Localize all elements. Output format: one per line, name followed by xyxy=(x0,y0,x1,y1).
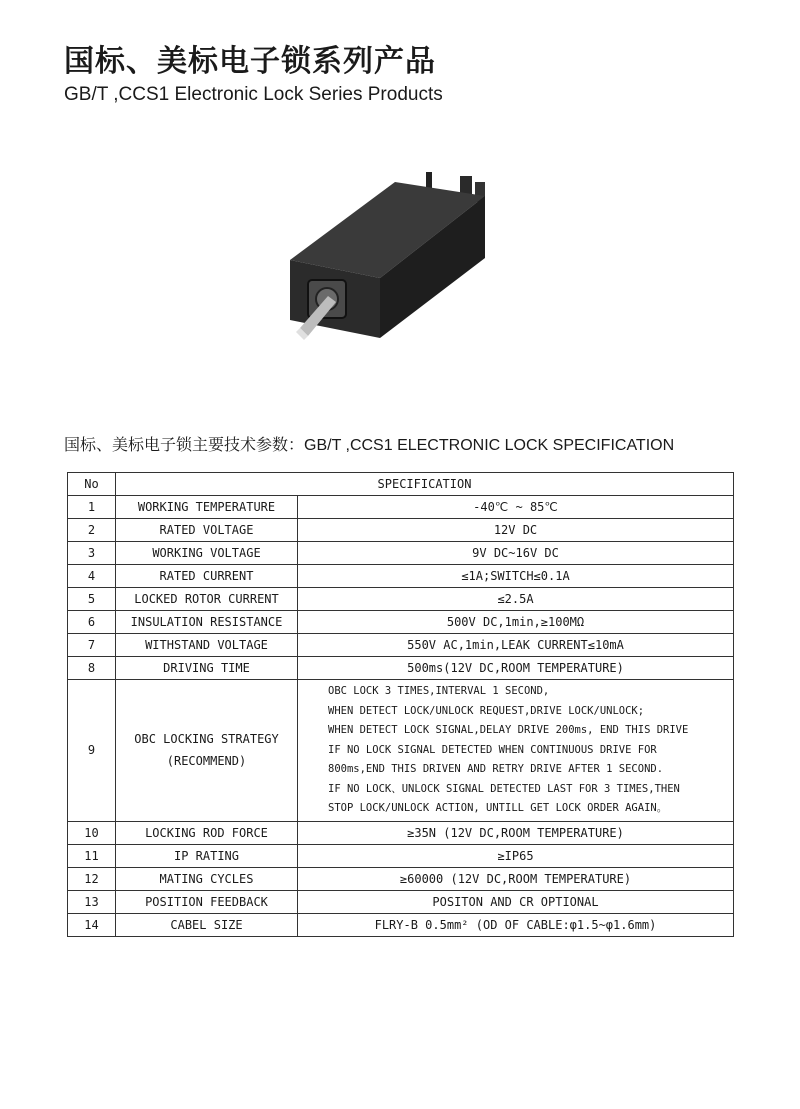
row-name-sub: (RECOMMEND) xyxy=(166,754,247,769)
row-name: WORKING VOLTAGE xyxy=(116,542,298,565)
row-no: 12 xyxy=(68,867,116,890)
row-value-cell xyxy=(298,680,734,822)
row-value: FLRY-B 0.5mm² (OD OF CABLE:φ1.5~φ1.6mm) xyxy=(298,913,734,936)
strategy-line: IF NO LOCK SIGNAL DETECTED WHEN CONTINUOUS DRIVE FOR xyxy=(328,743,657,756)
row-value: ≥35N (12V DC,ROOM TEMPERATURE) xyxy=(298,821,734,844)
row-no: 11 xyxy=(68,844,116,867)
row-value: 9V DC~16V DC xyxy=(298,542,734,565)
table-row xyxy=(68,890,734,913)
row-name: RATED CURRENT xyxy=(116,565,298,588)
row-no: 7 xyxy=(68,634,116,657)
table-row xyxy=(68,496,734,519)
table-row xyxy=(68,611,734,634)
spec-heading: 国标、美标电子锁主要技术参数：GB/T ,CCS1 ELECTRONIC LOCK SPECIFICATION xyxy=(64,437,675,454)
table-row xyxy=(68,844,734,867)
row-no: 6 xyxy=(68,611,116,634)
table-row xyxy=(68,519,734,542)
row-value: ≤2.5A xyxy=(298,588,734,611)
table-row xyxy=(68,542,734,565)
strategy-line: WHEN DETECT LOCK SIGNAL,DELAY DRIVE 200ms, END THIS DRIVE xyxy=(328,724,689,736)
table-row xyxy=(68,867,734,890)
row-no: 2 xyxy=(68,519,116,542)
row-name: POSITION FEEDBACK xyxy=(116,890,298,913)
table-row xyxy=(68,565,734,588)
table-row xyxy=(68,913,734,936)
row-no: 10 xyxy=(68,821,116,844)
row-name: OBC LOCKING STRATEGY xyxy=(134,732,279,747)
page-title-cn: 国标、美标电子锁系列产品 xyxy=(64,44,436,79)
row-value: POSITON AND CR OPTIONAL xyxy=(298,890,734,913)
table-row-strategy xyxy=(68,680,734,822)
row-no: 8 xyxy=(68,657,116,680)
row-value: 500ms(12V DC,ROOM TEMPERATURE) xyxy=(298,657,734,680)
spec-table xyxy=(67,472,734,937)
row-name: WORKING TEMPERATURE xyxy=(116,496,298,519)
row-no: 5 xyxy=(68,588,116,611)
row-name: LOCKING ROD FORCE xyxy=(116,821,298,844)
row-value: -40℃ ~ 85℃ xyxy=(298,496,734,519)
row-value: ≤1A;SWITCH≤0.1A xyxy=(298,565,734,588)
row-name-cell xyxy=(116,680,298,822)
table-row xyxy=(68,821,734,844)
row-no: 1 xyxy=(68,496,116,519)
row-no: 4 xyxy=(68,565,116,588)
row-no: 14 xyxy=(68,913,116,936)
row-name: INSULATION RESISTANCE xyxy=(116,611,298,634)
row-value: 500V DC,1min,≥100MΩ xyxy=(298,611,734,634)
table-row xyxy=(68,657,734,680)
row-no: 13 xyxy=(68,890,116,913)
header-spec: SPECIFICATION xyxy=(116,473,734,496)
row-name: IP RATING xyxy=(116,844,298,867)
row-name: DRIVING TIME xyxy=(116,657,298,680)
row-name: LOCKED ROTOR CURRENT xyxy=(116,588,298,611)
row-no: 3 xyxy=(68,542,116,565)
strategy-line: IF NO LOCK、UNLOCK SIGNAL DETECTED LAST FOR 3 TIMES,THEN xyxy=(328,782,680,795)
row-value: 12V DC xyxy=(298,519,734,542)
page-title-en: GB/T ,CCS1 Electronic Lock Series Products xyxy=(64,84,443,105)
electronic-lock-image xyxy=(270,168,500,358)
table-row xyxy=(68,588,734,611)
row-name: WITHSTAND VOLTAGE xyxy=(116,634,298,657)
row-value: ≥60000 (12V DC,ROOM TEMPERATURE) xyxy=(298,867,734,890)
strategy-line: STOP LOCK/UNLOCK ACTION, UNTILL GET LOCK ORDER AGAIN。 xyxy=(328,802,668,814)
table-header-row xyxy=(68,473,734,496)
strategy-lines xyxy=(328,680,729,821)
row-no: 9 xyxy=(68,680,116,822)
strategy-line: 800ms,END THIS DRIVEN AND RETRY DRIVE AFTER 1 SECOND. xyxy=(328,763,664,775)
table-row xyxy=(68,634,734,657)
row-name: MATING CYCLES xyxy=(116,867,298,890)
row-name: RATED VOLTAGE xyxy=(116,519,298,542)
strategy-line: OBC LOCK 3 TIMES,INTERVAL 1 SECOND, xyxy=(328,685,550,697)
strategy-line: WHEN DETECT LOCK/UNLOCK REQUEST,DRIVE LOCK/UNLOCK; xyxy=(328,704,645,717)
row-name: CABEL SIZE xyxy=(116,913,298,936)
row-value: ≥IP65 xyxy=(298,844,734,867)
header-no: No xyxy=(68,473,116,496)
row-value: 550V AC,1min,LEAK CURRENT≤10mA xyxy=(298,634,734,657)
